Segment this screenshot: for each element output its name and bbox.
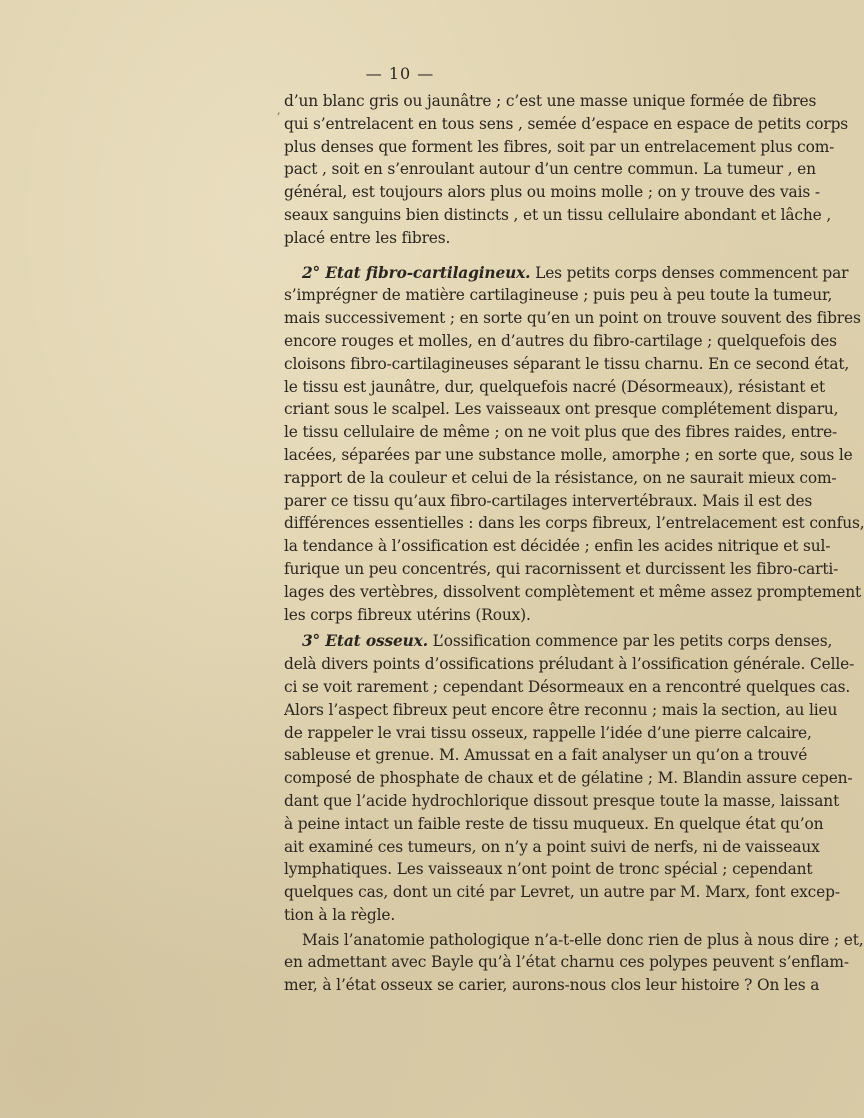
text-line: différences essentielles : dans les corps fibreux, l’entrelacement est confus, xyxy=(284,514,864,533)
text-line: d’un blanc gris ou jaunâtre ; c’est une masse unique formée de fibres xyxy=(284,92,817,110)
paragraph-fibro-cartilagineux xyxy=(284,262,864,627)
text-line: seaux sanguins bien distincts , et un tissu cellulaire abondant et lâche , xyxy=(284,205,832,224)
text-line: qui s’entrelacent en tous sens , semée d’espace en espace de petits corps xyxy=(284,114,849,133)
text-line: parer ce tissu qu’aux fibro-cartilages intervertébraux. Mais il est des xyxy=(284,491,813,510)
paragraph-continuation xyxy=(284,90,849,250)
text-line: les corps fibreux utérins (Roux). xyxy=(284,605,531,624)
text-line: en admettant avec Bayle qu’à l’état charnu ces polypes peuvent s’enflam- xyxy=(284,953,849,972)
text-line: s’imprégner de matière cartilagineuse ; puis peu à peu toute la tumeur, xyxy=(284,286,833,305)
text-line: furique un peu concentrés, qui racornissent et durcissent les fibro-carti- xyxy=(284,559,839,578)
text-line: tion à la règle. xyxy=(284,905,396,924)
text-run: L’ossification commence par les petits corps denses, xyxy=(427,632,833,651)
text-line: mer, à l’état osseux se carier, aurons-nous clos leur histoire ? On les a xyxy=(284,976,820,995)
text-line: quelques cas, dont un cité par Levret, un autre par M. Marx, font excep- xyxy=(284,883,840,902)
text-line: cloisons fibro-cartilagineuses séparant le tissu charnu. En ce second état, xyxy=(284,354,850,373)
text-line: mais successivement ; en sorte qu’en un point on trouve souvent des fibres xyxy=(284,309,861,328)
text-line: à peine intact un faible reste de tissu muqueux. En quelque état qu’on xyxy=(284,814,824,833)
text-line: la tendance à l’ossification est décidée ; enfin les acides nitrique et sul- xyxy=(284,537,831,556)
text-line: composé de phosphate de chaux et de gélatine ; M. Blandin assure cepen- xyxy=(284,769,853,788)
text-line: ait examiné ces tumeurs, on n’y a point suivi de nerfs, ni de vaisseaux xyxy=(284,837,820,856)
text-line: le tissu cellulaire de même ; on ne voit plus que des fibres raides, entre- xyxy=(284,423,838,442)
paragraph-osseux xyxy=(284,630,855,926)
text-run: Les petits corps denses commencent par xyxy=(530,263,849,282)
text-line: ci se voit rarement ; cependant Désormeaux en a rencontré quelques cas. xyxy=(284,677,851,696)
text-line: lacées, séparées par une substance molle, amorphe ; en sorte que, sous le xyxy=(284,445,853,464)
text-line: lymphatiques. Les vaisseaux n’ont point de tronc spécial ; cependant xyxy=(284,860,813,879)
body-text xyxy=(284,90,864,997)
text-line: plus denses que forment les fibres, soit par un entrelacement plus com- xyxy=(284,137,835,156)
text-line: général, est toujours alors plus ou moins molle ; on y trouve des vais - xyxy=(284,183,820,202)
paragraph-first-line: Mais l’anatomie pathologique n’a-t-elle donc rien de plus à nous dire ; et, xyxy=(302,930,864,949)
section-heading: 3° Etat osseux. xyxy=(302,632,428,651)
paragraph-first-line xyxy=(284,262,849,285)
paragraph-first-line xyxy=(284,630,833,653)
text-line: criant sous le scalpel. Les vaisseaux ont presque complétement disparu, xyxy=(284,400,839,419)
section-heading: 2° Etat fibro-cartilagineux. xyxy=(302,263,531,282)
page-number: — 10 — xyxy=(365,64,435,83)
paragraph-anatomie xyxy=(284,929,864,997)
text-line: le tissu est jaunâtre, dur, quelquefois nacré (Désormeaux), résistant et xyxy=(284,377,825,396)
text-line: pact , soit en s’enroulant autour d’un centre commun. La tumeur , en xyxy=(284,160,816,179)
text-line: placé entre les fibres. xyxy=(284,228,451,247)
text-line: delà divers points d’ossifications préludant à l’ossification générale. Celle- xyxy=(284,655,855,674)
margin-mark: , xyxy=(277,104,281,117)
text-line: Alors l’aspect fibreux peut encore être reconnu ; mais la section, au lieu xyxy=(284,700,838,719)
text-line: de rappeler le vrai tissu osseux, rappelle l’idée d’une pierre calcaire, xyxy=(284,723,812,742)
text-line: lages des vertèbres, dissolvent complètement et même assez promptement xyxy=(284,582,862,601)
text-line: sableuse et grenue. M. Amussat en a fait analyser un qu’on a trouvé xyxy=(284,746,808,765)
text-line: dant que l’acide hydrochlorique dissout presque toute la masse, laissant xyxy=(284,791,840,810)
text-line: encore rouges et molles, en d’autres du fibro-cartilage ; quelquefois des xyxy=(284,331,837,350)
text-line: rapport de la couleur et celui de la résistance, on ne saurait mieux com- xyxy=(284,468,837,487)
